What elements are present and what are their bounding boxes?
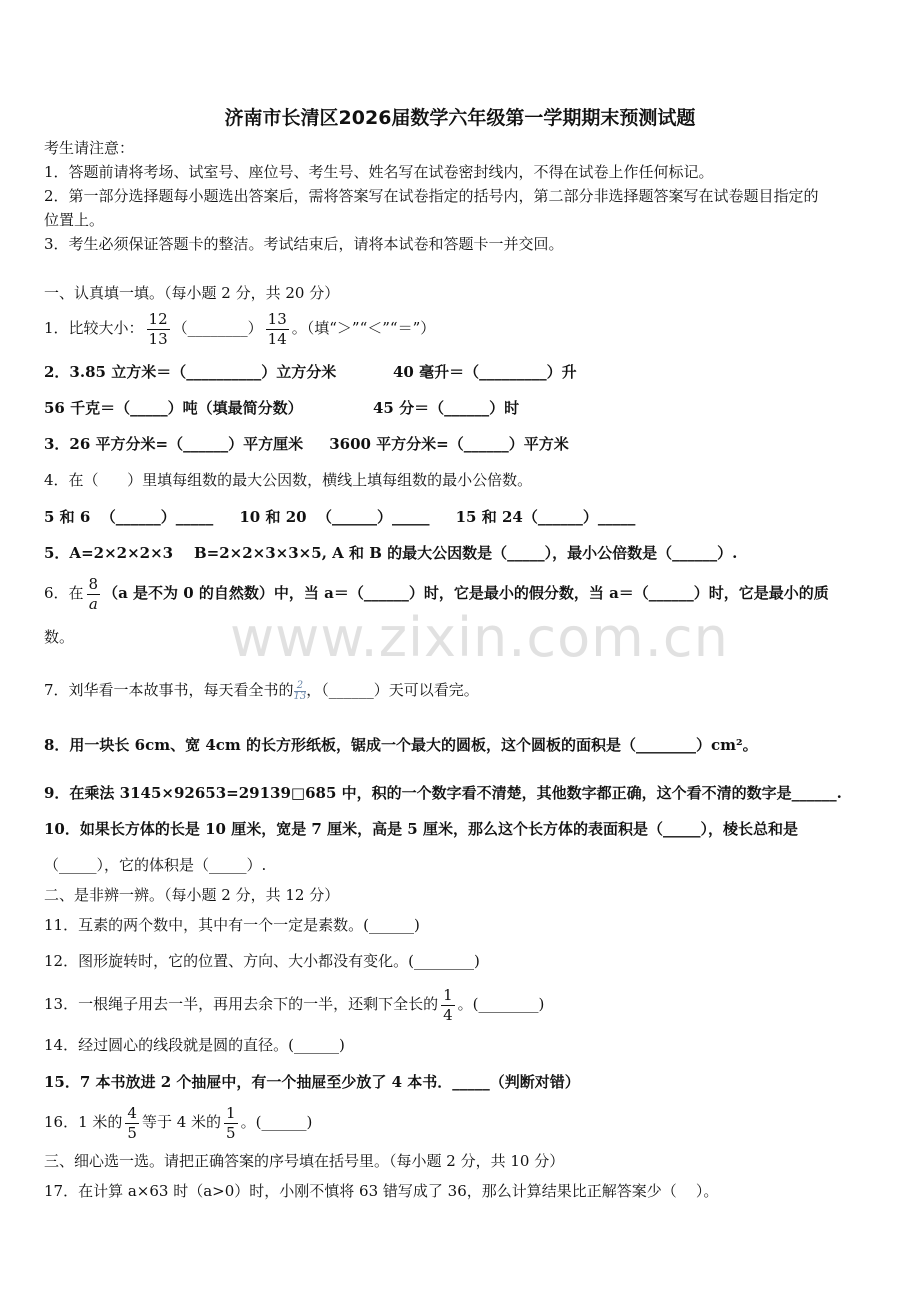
question-17: 17．在计算 a×63 时（a>0）时，小刚不慎将 63 错写成了 36，那么计算结果比正解答案少（ ）。: [44, 1182, 719, 1200]
question-5: 5．A=2×2×2×3 B=2×2×3×3×5, A 和 B 的最大公因数是（_____），最小公倍数是（______）.: [44, 544, 738, 562]
question-4-groups: 5 和 6 （______）_____ 10 和 20 （______）_____ 15 和 24（______）_____: [44, 508, 636, 526]
question-2a-right: 40 毫升＝（_________）升: [393, 363, 577, 381]
q7-suffix: ，（______）天可以看完。: [306, 681, 479, 699]
q16-prefix: 16．1 米的: [44, 1113, 123, 1131]
q6-prefix: 6．在: [44, 584, 84, 602]
fraction: $\frac{1}{4}$: [443, 985, 453, 1024]
fraction: $\frac{2}{13}$: [293, 679, 307, 702]
question-9: 9．在乘法 3145×92653=29139□685 中，积的一个数字看不清楚，其他数字都正确，这个看不清的数字是______.: [44, 784, 842, 802]
fraction: $\frac{13}{14}$: [267, 309, 287, 348]
q16-suffix: 。(______): [240, 1113, 313, 1131]
watermark: www.zixin.com.cn: [230, 606, 729, 669]
q13-suffix: 。(________): [457, 995, 545, 1013]
question-2b-left: 56 千克＝（_____）吨（填最简分数）: [44, 399, 303, 417]
notice-item: 1．答题前请将考场、试室号、座位号、考生号、姓名写在试卷密封线内，不得在试卷上作任何标记。: [44, 163, 714, 181]
notice-heading: 考生请注意：: [44, 139, 135, 157]
notice-item: 2．第一部分选择题每小题选出答案后，需将答案写在试卷指定的括号内，第二部分非选择题答案写在试卷题目指定的: [44, 187, 819, 205]
question-4: 4．在（ ）里填每组数的最大公因数，横线上填每组数的最小公倍数。: [44, 471, 533, 489]
section-heading-2: 二、是非辨一辨。（每小题 2 分，共 12 分）: [44, 886, 340, 904]
section-heading-3: 三、细心选一选。请把正确答案的序号填在括号里。（每小题 2 分，共 10 分）: [44, 1152, 565, 1170]
question-14: 14．经过圆心的线段就是圆的直径。(______): [44, 1036, 345, 1054]
notice-item: 位置上。: [44, 211, 105, 229]
q16-mid: 等于 4 米的: [141, 1113, 222, 1131]
page-title: 济南市长清区2026届数学六年级第一学期期末预测试题: [224, 107, 696, 129]
question-11: 11．互素的两个数中，其中有一个一定是素数。(______): [44, 916, 420, 934]
fraction: $\frac{4}{5}$: [127, 1103, 137, 1142]
fraction: $\frac{1}{5}$: [226, 1103, 236, 1142]
question-8: 8．用一块长 6cm、宽 4cm 的长方形纸板，锯成一个最大的圆板，这个圆板的面积是（________）cm²。: [44, 736, 758, 754]
fraction: $\frac{12}{13}$: [148, 309, 168, 348]
question-6-line2: 数。: [44, 628, 75, 646]
fraction: $\frac{8}{a}$: [88, 574, 99, 613]
notice-item: 3．考生必须保证答题卡的整洁。考试结束后，请将本试卷和答题卡一并交回。: [44, 235, 564, 253]
q7-prefix: 7．刘华看一本故事书，每天看全书的: [44, 681, 294, 699]
question-7: [44, 672, 479, 708]
question-2b-right: 45 分＝（______）时: [373, 399, 520, 417]
section-heading-1: 一、认真填一填。（每小题 2 分，共 20 分）: [44, 284, 340, 302]
question-3: 3．26 平方分米=（______）平方厘米 3600 平方分米=（______）平方米: [44, 435, 569, 453]
question-2a-left: 2．3.85 立方米＝（__________）立方分米: [44, 363, 337, 381]
question-10-line2: （_____），它的体积是（_____）.: [44, 856, 267, 874]
question-15: 15．7 本书放进 2 个抽屉中，有一个抽屉至少放了 4 本书．_____（判断对错）: [44, 1073, 580, 1091]
question-13: [44, 982, 544, 1026]
question-12: 12．图形旋转时，它的位置、方向、大小都没有变化。(________): [44, 952, 480, 970]
question-1: [44, 306, 435, 350]
q1-prefix: 1．比较大小：: [44, 319, 144, 337]
q1-suffix: 。（填“＞”“＜”“＝”）: [291, 319, 436, 337]
question-10-line1: 10．如果长方体的长是 10 厘米，宽是 7 厘米，高是 5 厘米，那么这个长方体的表面积是（_____），棱长总和是: [44, 820, 798, 838]
q1-blank: （________）: [172, 319, 263, 337]
q13-prefix: 13．一根绳子用去一半，再用去余下的一半，还剩下全长的: [44, 995, 439, 1013]
q6-rest: （a 是不为 0 的自然数）中，当 a＝（______）时，它是最小的假分数，当 a＝（______）时，它是最小的质: [103, 584, 829, 602]
question-16: [44, 1100, 312, 1144]
